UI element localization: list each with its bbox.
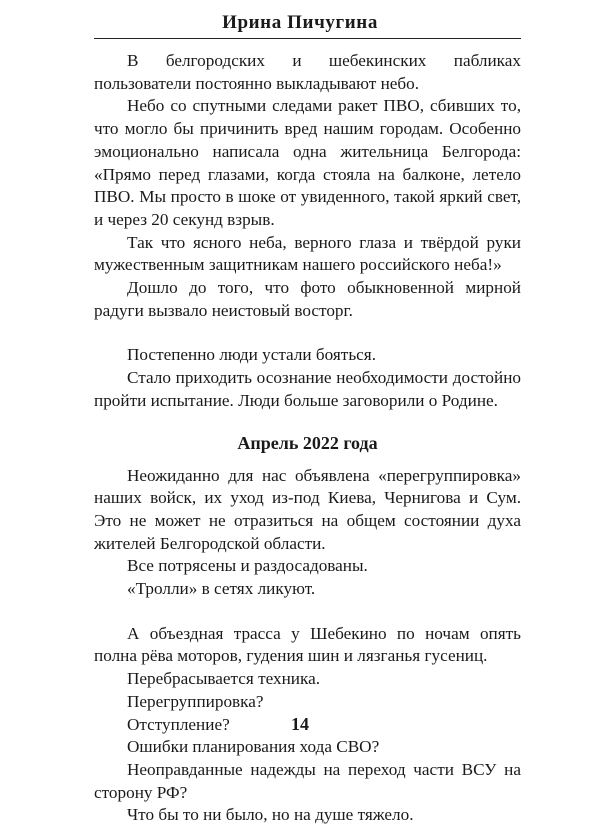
body-paragraph: Ошибки планирования хода СВО? <box>127 737 380 757</box>
header-rule <box>94 38 521 39</box>
running-header: Ирина Пичугина <box>222 12 378 33</box>
body-paragraph: Небо со спутными следами ракет ПВО, сбивших то, что могло бы причинить вред нашим городам. Особенно эмоционально написала одна жительница Белгорода: «Прямо перед глазами, когда стояла на балконе, летело ПВО. Мы просто в шоке от увиденного, такой яркий свет, и через 20 секунд взрыв. <box>94 96 521 229</box>
body-paragraph: Отступление? <box>127 714 230 734</box>
body-paragraph: Дошло до того, что фото обыкновенной мирной радуги вызвало неистовый восторг. <box>94 278 521 320</box>
body-paragraph: «Тролли» в сетях ликуют. <box>127 579 316 599</box>
body-paragraph: Неоправданные надежды на переход части ВСУ на сторону РФ? <box>94 759 521 802</box>
body-paragraph: Все потрясены и раздосадованы. <box>127 556 368 576</box>
body-paragraph: Неожиданно для нас объявлена «перегруппировка» наших войск, их уход из-под Киева, Чернигова и Сум. Это не может не отразиться на общем состоянии духа жителей Белгородской области. <box>94 465 521 553</box>
body-paragraph: В белгородских и шебекинских пабликах пользователи постоянно выкладывают небо. <box>94 51 521 93</box>
body-paragraph: Так что ясного неба, верного глаза и твёрдой руки мужественным защитникам нашего российского неба!» <box>94 232 521 275</box>
body-paragraph: Перебрасывается техника. <box>127 669 321 689</box>
body-paragraph: Что бы то ни было, но на душе тяжело. <box>127 805 414 825</box>
body-paragraph: Постепенно люди устали бояться. <box>127 345 376 365</box>
paragraph-gap <box>94 601 521 623</box>
body-paragraph: Перегруппировка? <box>127 691 264 711</box>
page-number: 14 <box>291 714 309 734</box>
body-paragraph: А объездная трасса у Шебекино по ночам опять полна рёва моторов, гудения шин и лязганья гусениц. <box>94 623 521 666</box>
section-title: Апрель 2022 года <box>237 432 378 453</box>
paragraph-gap <box>94 322 521 344</box>
body-paragraph: Стало приходить осознание необходимости достойно пройти испытание. Люди больше заговорили о Родине. <box>94 368 521 410</box>
page-body <box>94 50 521 827</box>
